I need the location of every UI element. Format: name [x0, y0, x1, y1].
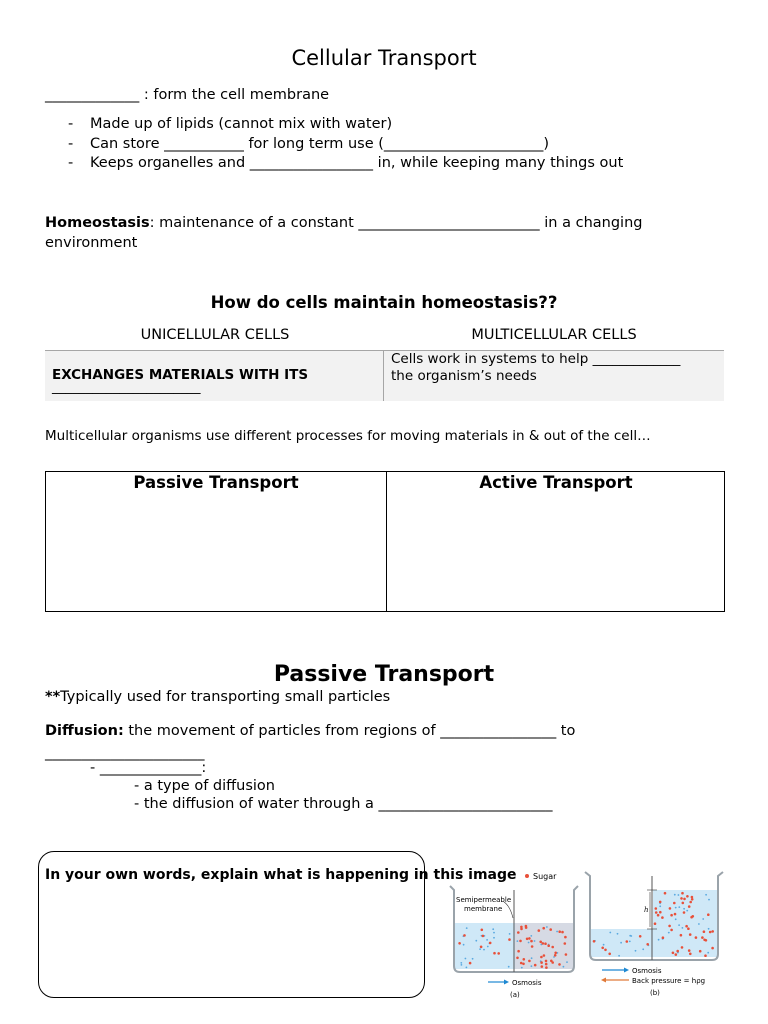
particle	[603, 944, 605, 946]
particle	[530, 940, 533, 943]
particle	[508, 966, 510, 968]
particle	[508, 938, 511, 941]
particle	[691, 896, 694, 899]
sugar-legend-dot	[525, 874, 529, 878]
particle	[678, 894, 680, 896]
particle	[547, 944, 550, 947]
particle	[531, 945, 534, 948]
particle	[528, 937, 531, 940]
comparison-row	[45, 350, 724, 401]
transport-table	[45, 471, 725, 612]
particle	[678, 906, 680, 908]
particle	[676, 950, 679, 953]
particle	[675, 953, 678, 956]
particle	[550, 960, 553, 963]
particle	[472, 958, 474, 960]
particle	[517, 931, 520, 934]
particle	[683, 911, 686, 914]
explain-prompt: In your own words, explain what is happening in this image	[45, 867, 517, 883]
unicellular-blank: ______________________	[52, 379, 201, 395]
particle	[635, 950, 637, 952]
particle	[672, 952, 675, 955]
list-item	[68, 115, 623, 135]
particle	[689, 901, 692, 904]
particle	[617, 933, 619, 935]
particle	[705, 939, 708, 942]
particle	[682, 927, 684, 929]
particle	[686, 910, 688, 912]
passive-transport-header: Passive Transport	[133, 473, 299, 492]
particle	[601, 947, 604, 950]
particle	[531, 957, 533, 959]
particle	[708, 899, 710, 901]
particle	[480, 946, 483, 949]
particle	[463, 934, 466, 937]
particle	[678, 924, 680, 926]
particle	[703, 930, 706, 933]
sugar-legend-label: Sugar	[533, 872, 557, 881]
particle	[680, 934, 683, 937]
particle	[482, 935, 485, 938]
multicellular-header: MULTICELLULAR CELLS	[471, 327, 637, 343]
particle	[545, 963, 548, 966]
particle	[528, 942, 530, 944]
particle	[516, 957, 519, 960]
particle	[686, 895, 689, 898]
osmosis-a-label: Osmosis	[512, 979, 542, 987]
label-a: (a)	[510, 991, 520, 999]
particle	[483, 949, 485, 951]
particle	[493, 937, 495, 939]
particle	[639, 935, 642, 938]
particle	[705, 894, 707, 896]
particle	[525, 925, 528, 928]
particle	[517, 940, 519, 942]
particle	[689, 933, 692, 936]
particle	[526, 938, 529, 941]
particle	[523, 958, 526, 961]
particle	[698, 923, 700, 925]
particle	[711, 930, 714, 933]
particle	[493, 952, 496, 955]
bullet-dash: -	[68, 135, 74, 152]
membrane-text: : form the cell membrane	[139, 87, 330, 103]
particle	[593, 940, 596, 943]
particle	[509, 933, 511, 935]
membrane-label: membrane	[464, 905, 503, 913]
homeostasis-definition	[45, 213, 642, 253]
particle	[561, 931, 564, 934]
particle	[563, 966, 565, 968]
particle	[709, 931, 712, 934]
column-divider	[383, 351, 384, 401]
particle	[458, 942, 461, 945]
particle	[707, 952, 709, 954]
particle	[538, 929, 541, 932]
particle	[463, 944, 465, 946]
particle	[461, 964, 463, 966]
bullet-dash: -	[68, 155, 74, 171]
particle	[497, 952, 500, 955]
particle	[487, 946, 489, 948]
back-pressure-label: Back pressure = hρg	[632, 977, 706, 985]
particle	[695, 936, 698, 939]
particle	[675, 907, 677, 909]
particle	[493, 932, 495, 934]
diffusion-text: the movement of particles from regions of ________________ to	[123, 723, 576, 739]
particle	[658, 939, 660, 941]
particle	[683, 898, 686, 901]
active-transport-header: Active Transport	[479, 473, 633, 492]
particle	[609, 932, 611, 934]
membrane-bullet-list	[68, 115, 623, 174]
particle	[659, 901, 662, 904]
particle	[522, 963, 525, 966]
particle	[530, 935, 532, 937]
particle	[680, 897, 683, 900]
particle	[685, 925, 688, 928]
particle	[528, 960, 531, 963]
particle	[646, 943, 649, 946]
particle	[565, 953, 568, 956]
particle	[545, 960, 548, 963]
particle	[564, 936, 567, 939]
particle	[566, 961, 568, 963]
particle	[668, 925, 671, 928]
diffusion-definition	[45, 723, 575, 739]
particle	[683, 908, 685, 910]
sub-item: - the diffusion of water through a ________________________	[134, 796, 553, 812]
particle	[657, 914, 660, 917]
diffusion-blank: ______________________	[45, 745, 205, 761]
list-item	[68, 135, 623, 155]
homeostasis-term: Homeostasis	[45, 215, 150, 231]
particle	[708, 928, 710, 930]
particle	[549, 928, 552, 931]
bullet-text: Can store ___________ for long term use (______________________)	[90, 135, 550, 152]
osmosis-figure	[440, 866, 730, 1000]
particle	[687, 927, 690, 930]
particle	[702, 918, 704, 920]
height-label: h	[644, 906, 649, 914]
particle	[707, 913, 710, 916]
particle	[688, 905, 691, 908]
particle	[475, 940, 477, 942]
particle	[520, 962, 523, 965]
homeostasis-text-line2: environment	[45, 235, 138, 251]
osmosis-blank-line: - ______________:	[90, 760, 207, 776]
particle	[681, 892, 684, 895]
particle	[688, 949, 691, 952]
particle	[531, 965, 533, 967]
particle	[460, 962, 462, 964]
particle	[544, 942, 547, 945]
particle	[691, 898, 694, 901]
osmosis-b-label: Osmosis	[632, 967, 662, 975]
bullet-text: Made up of lipids (cannot mix with water)	[90, 116, 393, 132]
particle	[668, 932, 670, 934]
particle	[669, 907, 672, 910]
note-text: Typically used for transporting small particles	[60, 689, 391, 705]
particle	[662, 936, 665, 939]
particle	[551, 946, 554, 949]
multicellular-note: Multicellular organisms use different processes for moving materials in & out of the cell…	[45, 428, 651, 444]
particle	[664, 892, 667, 895]
multicellular-cell	[391, 351, 680, 385]
particle	[630, 935, 632, 937]
particle	[659, 905, 661, 907]
particle	[670, 914, 673, 917]
particle	[486, 939, 488, 941]
particle	[618, 955, 620, 957]
particle	[661, 916, 664, 919]
membrane-line	[45, 87, 329, 103]
particle	[539, 941, 542, 944]
bullet-text: Keeps organelles and _________________ in, while keeping many things out	[90, 155, 624, 171]
small-particles-note	[45, 689, 390, 705]
unicellular-cell	[52, 367, 308, 395]
particle	[673, 902, 676, 905]
list-item	[68, 154, 623, 174]
multicellular-text-line1: Cells work in systems to help _____________	[391, 351, 681, 367]
particle	[620, 942, 622, 944]
particle	[682, 902, 685, 905]
particle	[604, 949, 607, 952]
homeostasis-text: : maintenance of a constant _________________________ in a changing	[149, 215, 643, 231]
particle	[642, 948, 644, 950]
particle	[674, 913, 677, 916]
particle	[489, 942, 492, 945]
particle	[689, 953, 692, 956]
particle	[711, 947, 714, 950]
particle	[521, 967, 523, 969]
particle	[701, 936, 704, 939]
note-prefix: **	[45, 689, 61, 705]
particle	[542, 942, 545, 945]
particle	[481, 929, 484, 932]
particle	[655, 907, 658, 910]
table-divider	[386, 472, 387, 611]
particle	[626, 940, 629, 943]
particle	[558, 930, 561, 933]
particle	[556, 931, 558, 933]
particle	[681, 946, 684, 949]
particle	[655, 911, 658, 914]
beaker-a	[450, 886, 578, 999]
unicellular-text: EXCHANGES MATERIALS WITH ITS	[52, 367, 309, 383]
page-title: Cellular Transport	[291, 46, 477, 70]
particle	[554, 952, 557, 955]
particle	[674, 894, 676, 896]
particle	[534, 964, 537, 967]
particle	[492, 928, 494, 930]
homeostasis-question: How do cells maintain homeostasis??	[210, 293, 558, 312]
particle	[543, 954, 546, 957]
particle	[466, 967, 468, 969]
sub-item: - a type of diffusion	[134, 778, 275, 794]
particle	[704, 954, 707, 957]
membrane-blank: _____________	[45, 87, 140, 103]
particle	[466, 927, 468, 929]
multicellular-text-line2: the organism’s needs	[391, 368, 537, 384]
particle	[541, 965, 544, 968]
particle	[558, 963, 561, 966]
passive-transport-heading: Passive Transport	[273, 662, 495, 687]
particle	[564, 942, 567, 945]
particle	[540, 956, 543, 959]
particle	[545, 966, 548, 969]
bullet-dash: -	[68, 116, 74, 132]
particle	[520, 928, 523, 931]
particle	[654, 922, 657, 925]
unicellular-header: UNICELLULAR CELLS	[140, 327, 290, 343]
particle	[659, 911, 662, 914]
particle	[519, 940, 522, 943]
particle	[692, 915, 695, 918]
particle	[608, 953, 611, 956]
label-b: (b)	[650, 989, 660, 997]
particle	[469, 962, 472, 965]
particle	[629, 941, 631, 943]
particle	[699, 950, 702, 953]
semipermeable-label: Semipermeable	[456, 896, 512, 904]
diffusion-term: Diffusion:	[45, 723, 124, 739]
particle	[465, 958, 467, 960]
particle	[670, 929, 673, 932]
particle	[675, 918, 677, 920]
particle	[554, 954, 557, 957]
beaker-b	[585, 872, 723, 997]
particle	[534, 940, 536, 942]
particle	[546, 926, 548, 928]
particle	[540, 961, 543, 964]
particle	[479, 948, 481, 950]
particle	[517, 950, 520, 953]
particle	[542, 927, 545, 930]
